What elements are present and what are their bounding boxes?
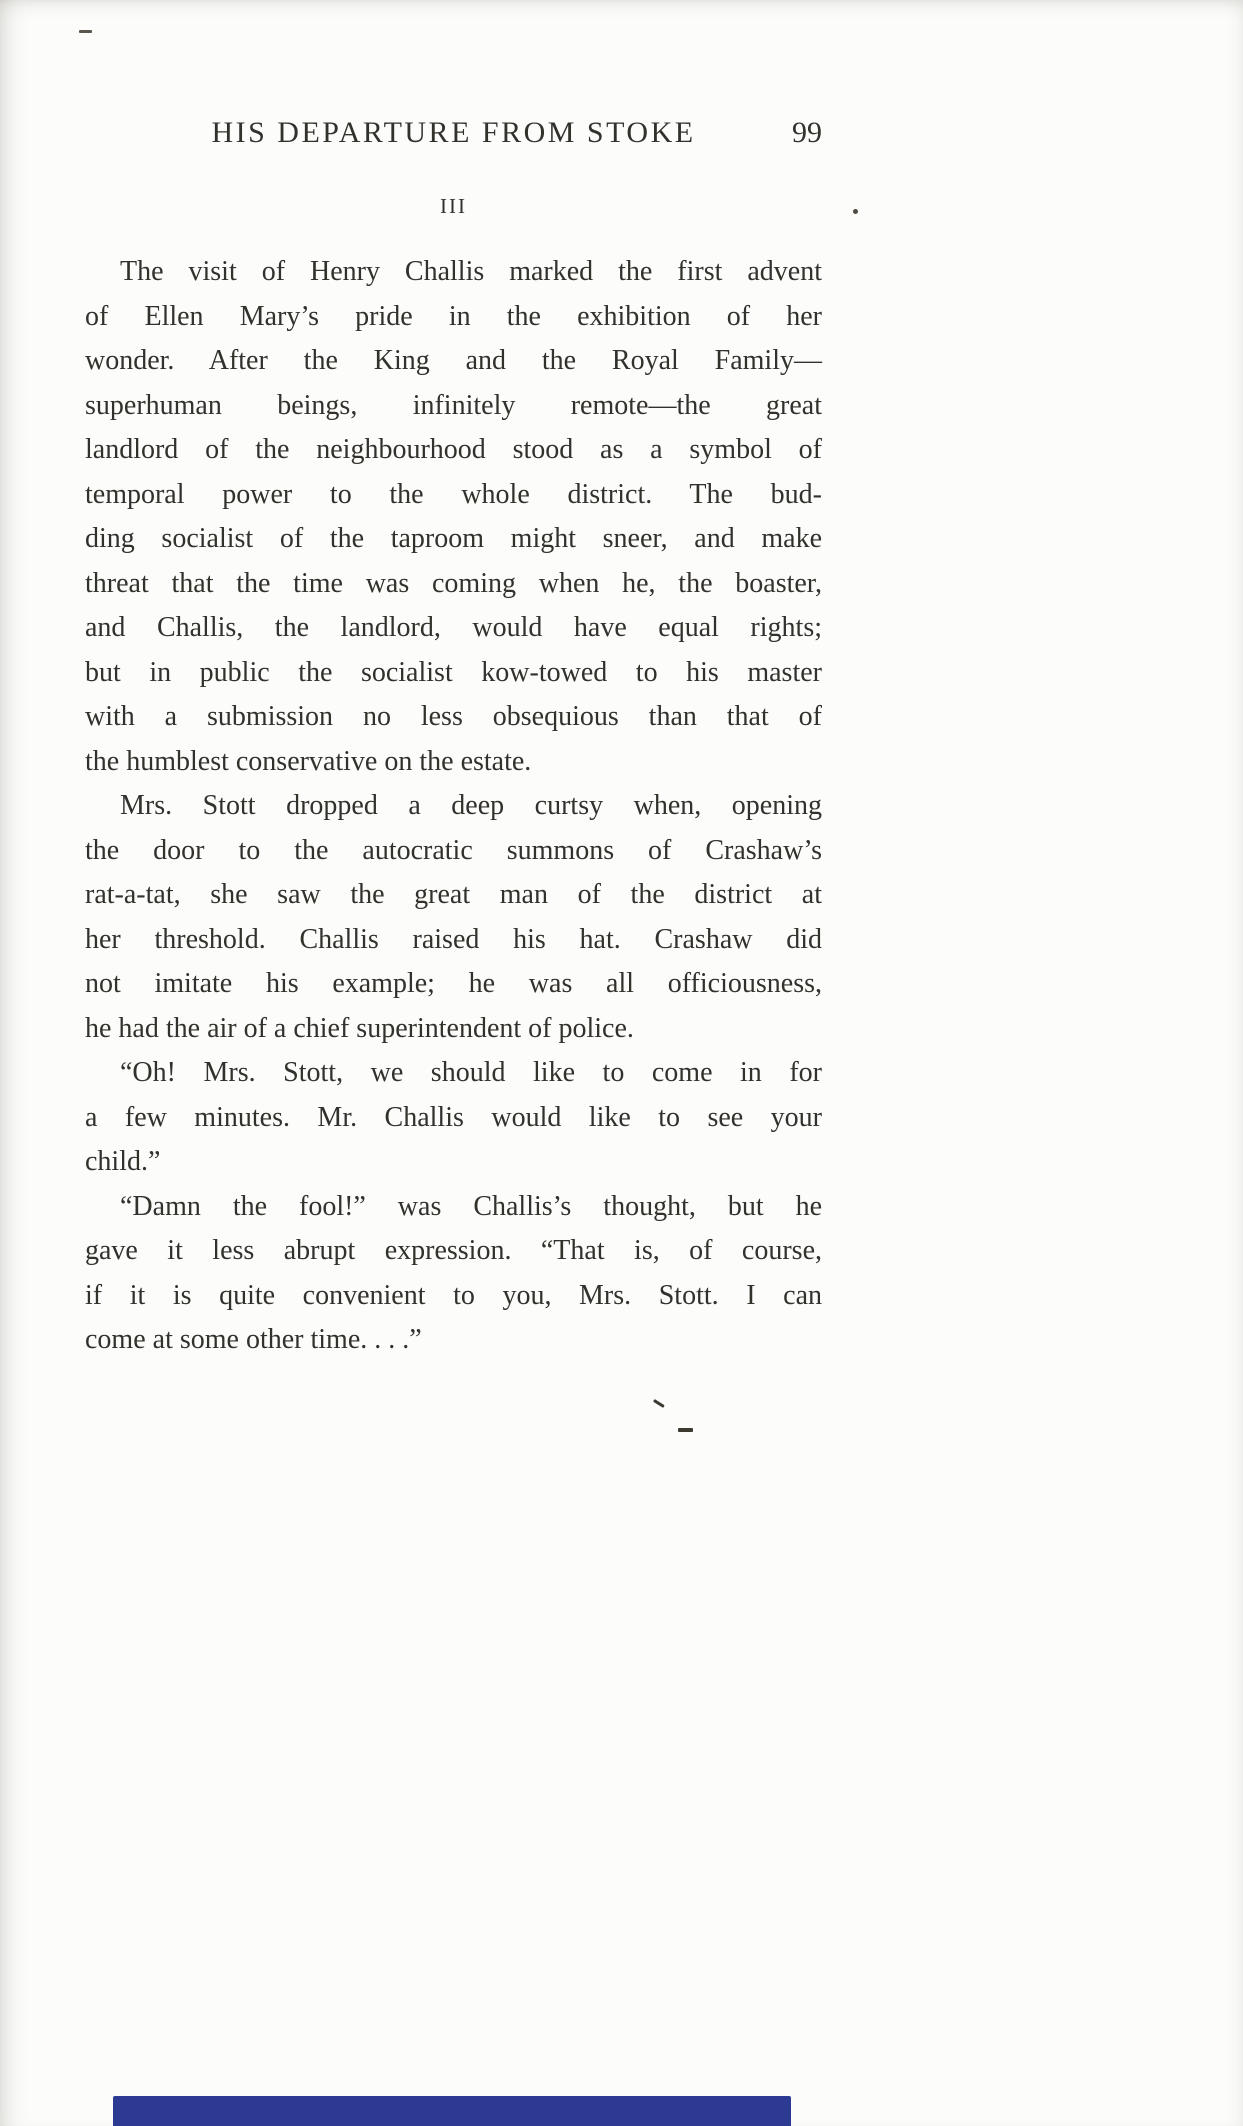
text-line: “Damn the fool!” was Challis’s thought, but he [120,1190,822,1222]
text-line: her threshold. Challis raised his hat. Crashaw did [85,923,822,955]
scan-artifact-underscore-icon [678,1428,693,1432]
text-line: superhuman beings, infinitely remote—the great [85,389,822,421]
text-line: and Challis, the landlord, would have equal rights; [85,612,822,643]
text-block [85,250,822,1363]
text-line: the humblest conservative on the estate. [85,745,532,777]
text-line: he had the air of a chief superintendent of police. [85,1012,634,1044]
text-line: if it is quite convenient to you, Mrs. Stott. I can [85,1279,822,1311]
scan-artifact-blue-bar [113,2096,791,2126]
section-heading: III [440,194,467,218]
running-head-title: HIS DEPARTURE FROM STOKE [211,116,696,149]
text-line: the door to the autocratic summons of Crashaw’s [85,834,822,866]
text-line: a few minutes. Mr. Challis would like to see your [85,1101,822,1133]
text-line: The visit of Henry Challis marked the first advent [120,256,822,287]
text-line: gave it less abrupt expression. “That is, of course, [85,1235,822,1266]
text-line: “Oh! Mrs. Stott, we should like to come in for [120,1057,822,1088]
scan-artifact-dash-icon [79,30,92,33]
scan-artifact-dot-icon [853,209,858,214]
text-line: but in public the socialist kow-towed to his master [85,656,822,688]
text-line: with a submission no less obsequious than that of [85,701,822,732]
text-line: child.” [85,1146,161,1177]
paragraph-1 [85,250,822,784]
paragraph-2 [85,784,822,1051]
page-header [85,116,822,156]
text-line: landlord of the neighbourhood stood as a symbol of [85,434,822,465]
page-number: 99 [792,116,822,149]
text-line: temporal power to the whole district. The bud- [85,478,822,510]
text-line: rat-a-tat, she saw the great man of the district at [85,879,822,910]
scan-artifact-tick-icon [653,1399,665,1407]
text-line: wonder. After the King and the Royal Family— [85,345,822,376]
text-line: come at some other time. . . .” [85,1324,422,1355]
text-line: Mrs. Stott dropped a deep curtsy when, opening [120,790,822,821]
paragraph-4 [85,1185,822,1363]
text-line: not imitate his example; he was all officiousness, [85,968,822,999]
text-line: ding socialist of the taproom might sneer, and make [85,523,822,554]
text-line: of Ellen Mary’s pride in the exhibition of her [85,300,822,332]
text-line: threat that the time was coming when he, the boaster, [85,567,822,599]
paragraph-3 [85,1051,822,1185]
